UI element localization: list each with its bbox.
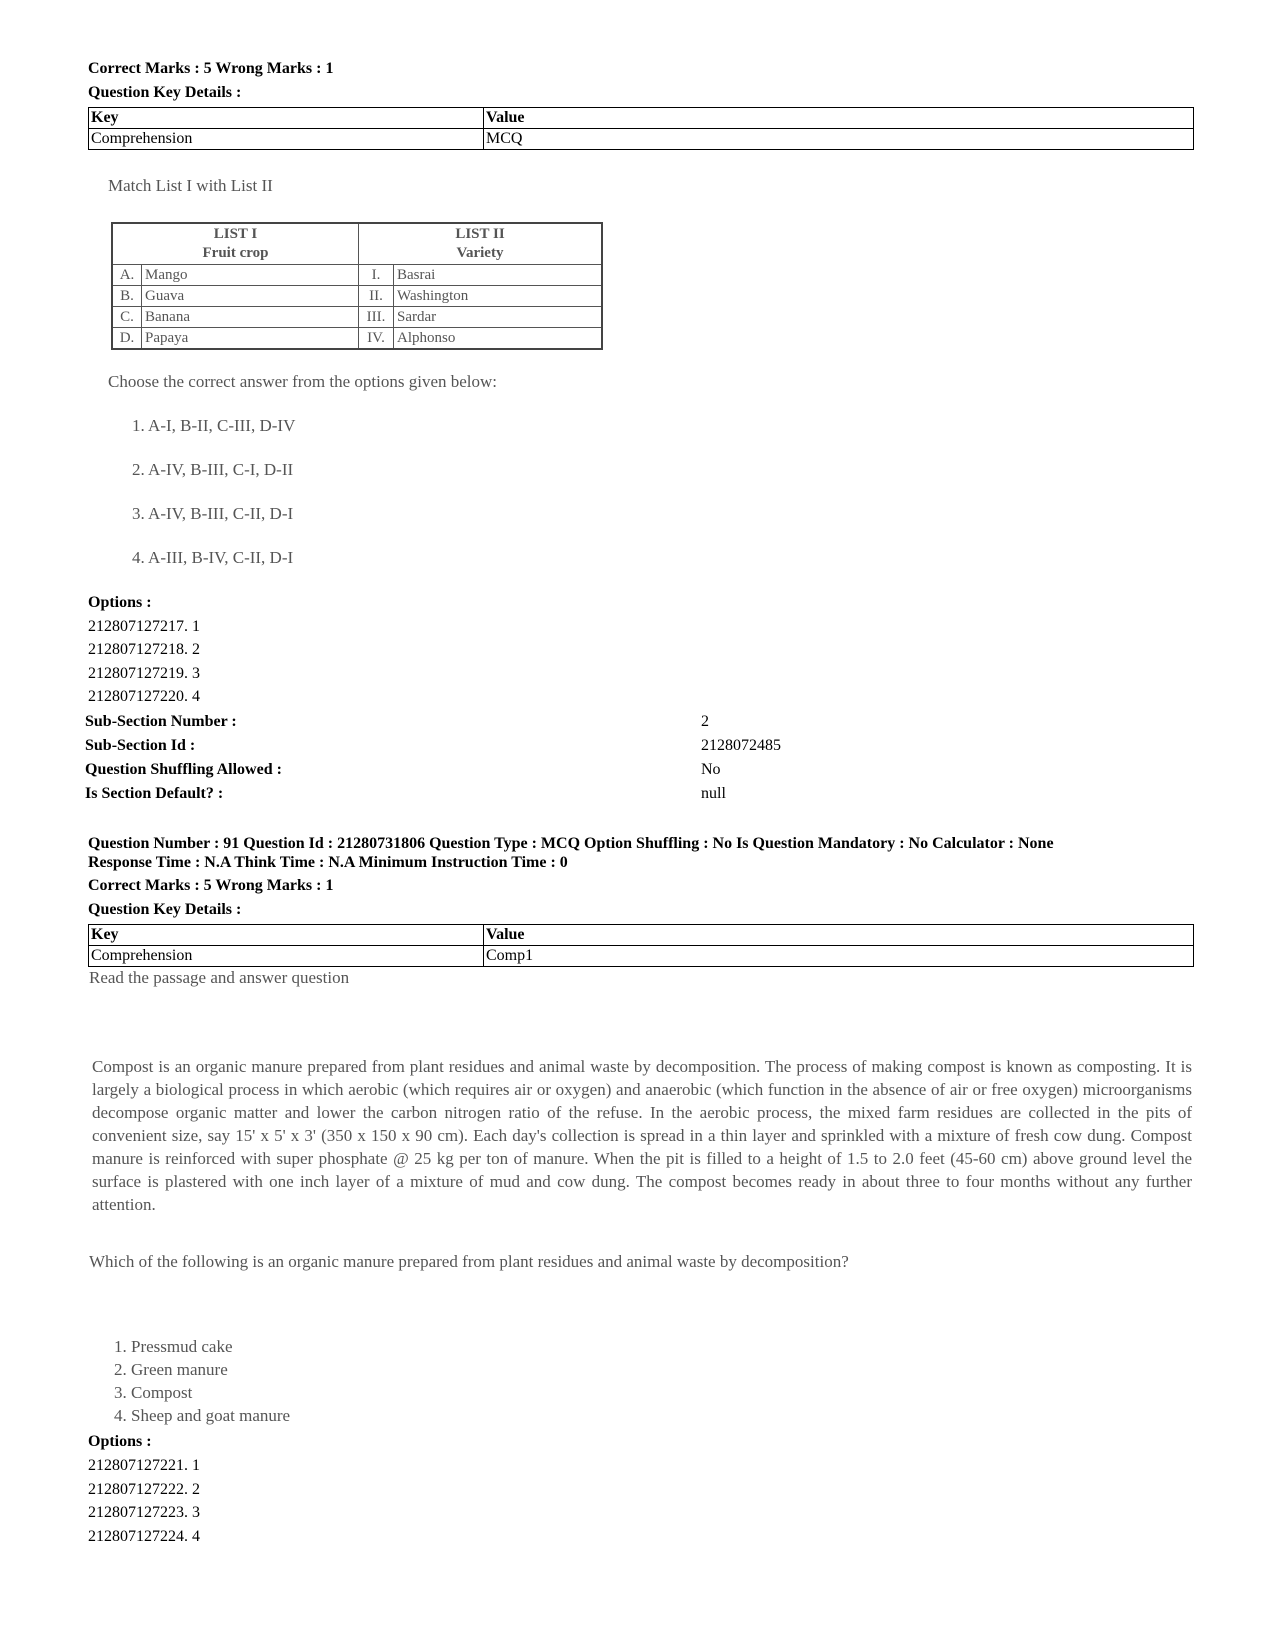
answer-choice: 1. Pressmud cake [114, 1337, 233, 1356]
answer-choice: 2. A-IV, B-III, C-I, D-II [132, 460, 294, 479]
key-cell: Comprehension [89, 129, 484, 150]
list2-value: Sardar [394, 307, 603, 328]
options-label: Options : [88, 594, 152, 611]
list2-label: III. [359, 307, 394, 328]
question-header-line2: Response Time : N.A Think Time : N.A Minimum Instruction Time : 0 [88, 854, 568, 871]
subsection-id-value: 2128072485 [701, 737, 781, 754]
value-cell: Comp1 [484, 946, 1194, 967]
table-header-row [89, 108, 1194, 129]
key-header: Key [89, 108, 484, 129]
options-label: Options : [88, 1433, 152, 1450]
table-row [89, 946, 1194, 967]
key-details-label: Question Key Details : [88, 901, 242, 918]
list-row [112, 265, 602, 286]
list1-label: D. [112, 328, 142, 350]
question-text: Which of the following is an organic manure prepared from plant residues and animal waste by decomposition? [89, 1252, 849, 1271]
shuffling-value: No [701, 761, 721, 778]
section-default-value: null [701, 785, 726, 802]
list2-value: Alphonso [394, 328, 603, 350]
option-item: 212807127218. 2 [88, 641, 200, 658]
key-cell: Comprehension [89, 946, 484, 967]
subsection-number-label: Sub-Section Number : [85, 713, 237, 730]
list2-value: Basrai [394, 265, 603, 286]
table-row [89, 129, 1194, 150]
answer-choice: 4. A-III, B-IV, C-II, D-I [132, 548, 294, 567]
list-row [112, 286, 602, 307]
choose-instruction: Choose the correct answer from the options given below: [108, 372, 498, 391]
list2-value: Washington [394, 286, 603, 307]
list2-label: IV. [359, 328, 394, 350]
list-row [112, 328, 602, 350]
passage-intro: Read the passage and answer question [89, 968, 350, 987]
answer-choice: 3. A-IV, B-III, C-II, D-I [132, 504, 294, 523]
list1-value: Mango [142, 265, 359, 286]
list1-value: Banana [142, 307, 359, 328]
shuffling-row [85, 760, 1185, 784]
list2-label: I. [359, 265, 394, 286]
subsection-number-row [85, 712, 1185, 736]
list1-value: Guava [142, 286, 359, 307]
option-item: 212807127217. 1 [88, 618, 200, 635]
option-item: 212807127220. 4 [88, 688, 200, 705]
subsection-id-row [85, 736, 1185, 760]
option-item: 212807127224. 4 [88, 1528, 200, 1545]
key-details-table [88, 924, 1194, 967]
option-item: 212807127222. 2 [88, 1481, 200, 1498]
question-header-line1: Question Number : 91 Question Id : 21280731806 Question Type : MCQ Option Shuffling : No Is Question Mandatory : No Calculator : None [88, 835, 1054, 852]
subsection-number-value: 2 [701, 713, 709, 730]
list2-label: II. [359, 286, 394, 307]
list-row [112, 307, 602, 328]
answer-choice: 4. Sheep and goat manure [114, 1406, 291, 1425]
match-instruction: Match List I with List II [108, 176, 273, 195]
list1-header: LIST I Fruit crop [112, 223, 359, 265]
list1-label: A. [112, 265, 142, 286]
answer-choice: 1. A-I, B-II, C-III, D-IV [132, 416, 296, 435]
section-default-row [85, 784, 1185, 808]
list2-header: LIST II Variety [359, 223, 603, 265]
option-item: 212807127219. 3 [88, 665, 200, 682]
comprehension-passage: Compost is an organic manure prepared from plant residues and animal waste by decomposition. The process of making compost is known as composting. It is largely a biological process in which aerobic (which requires air or oxygen) and anaerobic (which function in the absence of air or free oxygen) microorganisms decompose organic matter and lower the carbon nitrogen ratio of the refuse. In the aerobic process, the mixed farm residues are collected in the pits of convenient size, say 15' x 5' x 3' (350 x 150 x 90 cm). Each day's collection is spread in a thin layer and sprinkled with a mixture of fresh cow dung. Compost manure is reinforced with super phosphate @ 25 kg per ton of manure. When the pit is filled to a height of 1.5 to 2.0 feet (45-60 cm) above ground level the surface is plastered with one inch layer of a mixture of mud and cow dung. The compost becomes ready in about three to four months without any further attention. [92, 1057, 1192, 1214]
list1-value: Papaya [142, 328, 359, 350]
value-header: Value [484, 925, 1194, 946]
answer-choice: 3. Compost [114, 1383, 193, 1402]
option-item: 212807127223. 3 [88, 1504, 200, 1521]
table-header-row [89, 925, 1194, 946]
key-header: Key [89, 925, 484, 946]
shuffling-label: Question Shuffling Allowed : [85, 761, 282, 778]
list1-label: B. [112, 286, 142, 307]
section-default-label: Is Section Default? : [85, 785, 224, 802]
value-header: Value [484, 108, 1194, 129]
option-item: 212807127221. 1 [88, 1457, 200, 1474]
key-details-label: Question Key Details : [88, 84, 242, 101]
marks-line: Correct Marks : 5 Wrong Marks : 1 [88, 60, 334, 77]
answer-choice: 2. Green manure [114, 1360, 228, 1379]
key-details-table [88, 107, 1194, 150]
subsection-id-label: Sub-Section Id : [85, 737, 196, 754]
value-cell: MCQ [484, 129, 1194, 150]
list-header-row [112, 223, 602, 265]
list1-label: C. [112, 307, 142, 328]
marks-line: Correct Marks : 5 Wrong Marks : 1 [88, 877, 334, 894]
match-list-table [111, 222, 603, 350]
